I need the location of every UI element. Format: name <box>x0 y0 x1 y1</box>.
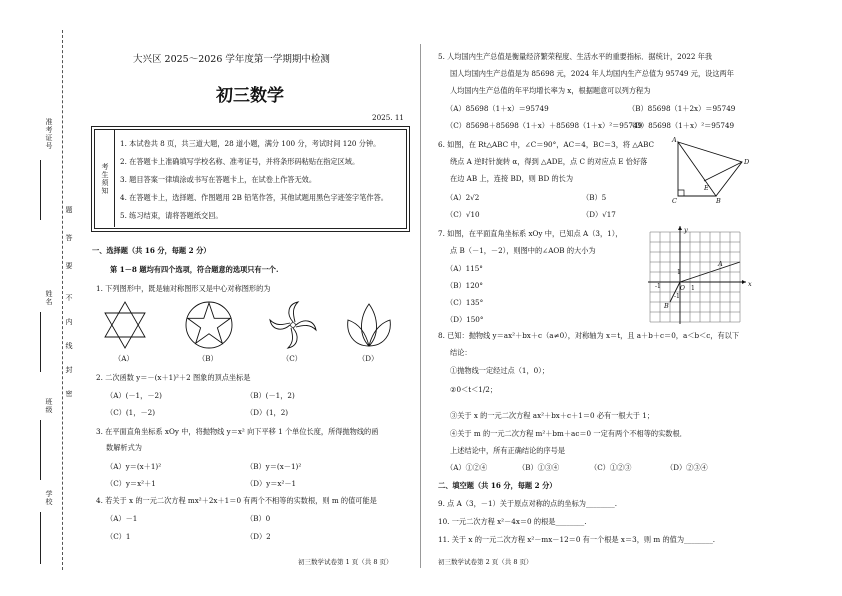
exam-title: 大兴区 2025～2026 学年度第一学期期中检测 <box>133 54 330 65</box>
seal-char: 密 <box>65 390 73 398</box>
q7-stem-line2: 点 B（－1，－2），则图中的∠AOB 的大小为 <box>450 246 596 255</box>
class-label: 班级 <box>45 398 53 414</box>
notice-box <box>91 126 410 232</box>
q8-summary: 上述结论中，所有正确结论的序号是 <box>450 446 566 455</box>
pinwheel-figure <box>268 300 318 350</box>
q8-option-d: （D）②③④ <box>666 463 708 472</box>
q2-option-b: （B）(－1，2) <box>246 391 295 400</box>
section1-instruction: 第 1－8 题均有四个选项，符合题意的选项只有一个. <box>110 265 279 274</box>
q6-label-b: B <box>716 197 721 205</box>
notice-item: 4. 在答题卡上，选择题、作图题用 2B 铅笔作答，其他试题用黑色字迹签字笔作答。 <box>120 193 388 202</box>
footer-right: 初三数学试卷第 2 页（共 8 页） <box>438 558 533 566</box>
section1-title: 一、选择题（共 16 分，每题 2 分） <box>92 246 211 255</box>
q6-label-c: C <box>672 197 677 205</box>
notice-item: 3. 题目答案一律填涂或书写在答题卡上，在试卷上作答无效。 <box>120 175 317 184</box>
star-of-david-figure <box>100 300 150 350</box>
q8-option-b: （B）①③④ <box>518 463 560 472</box>
q5-option-d: （D）85698（1＋x）²＝95749 <box>628 121 735 130</box>
subject-title: 初三数学 <box>216 86 284 106</box>
seal-char: 封 <box>65 366 73 374</box>
school-blank <box>40 512 41 564</box>
footer-left: 初三数学试卷第 1 页（共 8 页） <box>298 558 393 566</box>
q8-option-c: （C）①②③ <box>590 463 632 472</box>
binding-line <box>62 30 63 570</box>
q3-stem-line2: 数解析式为 <box>106 443 142 452</box>
q7-option-d: （D）150° <box>446 315 484 324</box>
q8-stem-line2: 结论： <box>450 348 472 357</box>
q8-stem-line1: 8. 已知：抛物线 y＝ax²＋bx＋c（a≠0），对称轴为 x＝t，且 a＋b＋c＝0，a＜b＜c，有以下 <box>438 331 740 340</box>
page-divider <box>420 44 421 568</box>
q5-option-b: （B）85698（1＋2x）＝95749 <box>628 104 736 113</box>
q10-text: 10. 一元二次方程 x²－4x＝0 的根是________. <box>438 517 587 526</box>
q6-stem-line2: 绕点 A 逆时针旋转 α，得到 △ADE，点 C 的对应点 E 恰好落 <box>450 157 648 166</box>
q8-conclusion-1: ①抛物线一定经过点（1，0）； <box>450 366 549 375</box>
q5-stem-line2: 国人均国内生产总值是为 85698 元，2024 年人均国内生产总值为 95749 元，设这两年 <box>450 69 734 78</box>
notice-side-label: 考生须知 <box>101 163 109 195</box>
q7-option-b: （B）120° <box>446 281 483 290</box>
q4-stem: 4. 若关于 x 的一元二次方程 mx²＋2x＋1＝0 有两个不相等的实数根，则 m 的值可能是 <box>96 496 377 505</box>
q7-tick-xneg1: -1 <box>655 283 661 290</box>
q1-label-c: （C） <box>282 354 302 363</box>
q2-stem: 2. 二次函数 y＝－(x＋1)²＋2 图象的顶点坐标是 <box>96 373 251 382</box>
q3-option-b: （B）y＝(x－1)² <box>246 462 302 471</box>
q6-label-d: D <box>744 158 750 166</box>
q7-label-o: O <box>680 285 685 292</box>
seal-char: 不 <box>65 294 73 302</box>
q1-label-d: （D） <box>358 354 379 363</box>
q5-stem-line1: 5. 人均国内生产总值是衡量经济繁荣程度、生活水平的重要指标．据统计，2022 年我 <box>438 52 713 61</box>
q1-label-b: （B） <box>198 354 218 363</box>
y-axis-arrow <box>678 226 682 230</box>
q4-option-c: （C）1 <box>106 532 131 541</box>
q5-stem-line3: 人均国内生产总值的年平均增长率为 x，根据题意可以列方程为 <box>450 86 651 95</box>
q4-option-b: （B）0 <box>246 514 271 523</box>
q5-option-a: （A）85698（1＋x）＝95749 <box>446 104 549 113</box>
q8-conclusion-4: ④关于 m 的一元二次方程 m²＋bm＋ac＝0 一定有两个不相等的实数根． <box>450 429 687 438</box>
lotus-figure <box>344 300 394 350</box>
x-axis-arrow <box>742 280 746 284</box>
q8-option-a: （A）①②④ <box>446 463 488 472</box>
q11-text: 11. 关于 x 的一元二次方程 x²－mx－12＝0 有一个根是 x＝3，则 m 的值为________. <box>438 535 716 544</box>
name-blank <box>40 312 41 372</box>
q6-stem-line1: 6. 如图，在 Rt△ABC 中，∠C＝90°，AC＝4，BC＝3，将 △ABC <box>438 140 655 149</box>
q7-option-a: （A）115° <box>446 264 483 273</box>
notice-item: 5. 练习结束，请将答题纸交回。 <box>120 211 223 220</box>
q8-conclusion-2: ②0＜t＜1/2； <box>450 385 498 394</box>
q7-tick-y1: 1 <box>677 269 681 276</box>
seal-char: 题 <box>65 206 73 214</box>
q1-stem: 1. 下列图形中，既是轴对称图形又是中心对称图形的为 <box>96 284 271 293</box>
section2-title: 二、填空题（共 16 分，每题 2 分） <box>438 481 557 490</box>
q7-tick-x1: 1 <box>691 285 695 292</box>
q7-option-c: （C）135° <box>446 298 484 307</box>
q3-option-a: （A）y＝(x＋1)² <box>106 462 162 471</box>
q2-option-d: （D）(1，2) <box>246 408 289 417</box>
seal-char: 答 <box>65 234 73 242</box>
name-label: 姓名 <box>45 290 53 306</box>
seal-char: 线 <box>65 342 73 350</box>
seal-char: 内 <box>65 318 73 326</box>
q6-option-d: （D）√17 <box>582 210 616 219</box>
seal-char: 要 <box>65 262 73 270</box>
q6-stem-line3: 在边 AB 上，连接 BD，则 BD 的长为 <box>450 174 574 183</box>
q4-option-d: （D）2 <box>246 532 271 541</box>
exam-date: 2025. 11 <box>372 113 405 122</box>
class-blank <box>40 420 41 480</box>
q6-option-a: （A）2√2 <box>446 193 480 202</box>
circle-star-figure <box>184 300 234 350</box>
q7-label-x: x <box>748 280 752 288</box>
exam-no-label: 准考证号 <box>45 118 53 150</box>
q7-label-y: y <box>684 226 688 234</box>
q3-option-c: （C）y＝x²＋1 <box>106 479 156 488</box>
q7-coordinate-grid <box>650 232 746 328</box>
q6-triangle-figure <box>670 138 760 208</box>
notice-item: 1. 本试卷共 8 页，共三道大题，28 道小题，满分 100 分，考试时间 120 分钟。 <box>120 139 381 148</box>
q7-label-a: A <box>718 260 723 268</box>
q7-stem-line1: 7. 如图，在平面直角坐标系 xOy 中，已知点 A（3，1）， <box>438 229 623 238</box>
school-label: 学校 <box>45 490 53 506</box>
q1-label-a: （A） <box>114 354 134 363</box>
exam-no-blank <box>40 160 41 220</box>
q6-label-e: E <box>704 184 709 192</box>
q8-conclusion-3: ③关于 x 的一元二次方程 ax²＋bx＋c＋1＝0 必有一根大于 1； <box>450 411 655 420</box>
q7-label-b: B <box>664 302 669 310</box>
q2-option-a: （A）(－1，－2) <box>106 391 162 400</box>
q6-option-b: （B）5 <box>582 193 607 202</box>
notice-side-divider <box>114 129 115 227</box>
q6-label-a: A <box>672 136 677 144</box>
q6-option-c: （C）√10 <box>446 210 480 219</box>
q3-option-d: （D）y＝x²－1 <box>246 479 297 488</box>
q2-option-c: （C）(1，－2) <box>106 408 156 417</box>
q7-tick-yneg1: -1 <box>674 293 680 300</box>
q4-option-a: （A）－1 <box>106 514 138 523</box>
q5-option-c: （C）85698＋85698（1＋x）＋85698（1＋x）²＝95749 <box>446 121 643 130</box>
q3-stem-line1: 3. 在平面直角坐标系 xOy 中，将抛物线 y＝x² 向下平移 1 个单位长度，所得抛物线的函 <box>96 427 379 436</box>
notice-item: 2. 在答题卡上准确填写学校名称、准考证号，并将条形码粘贴在指定区域。 <box>120 157 360 166</box>
q9-text: 9. 点 A（3，－1）关于原点对称的点的坐标为________. <box>438 499 617 508</box>
